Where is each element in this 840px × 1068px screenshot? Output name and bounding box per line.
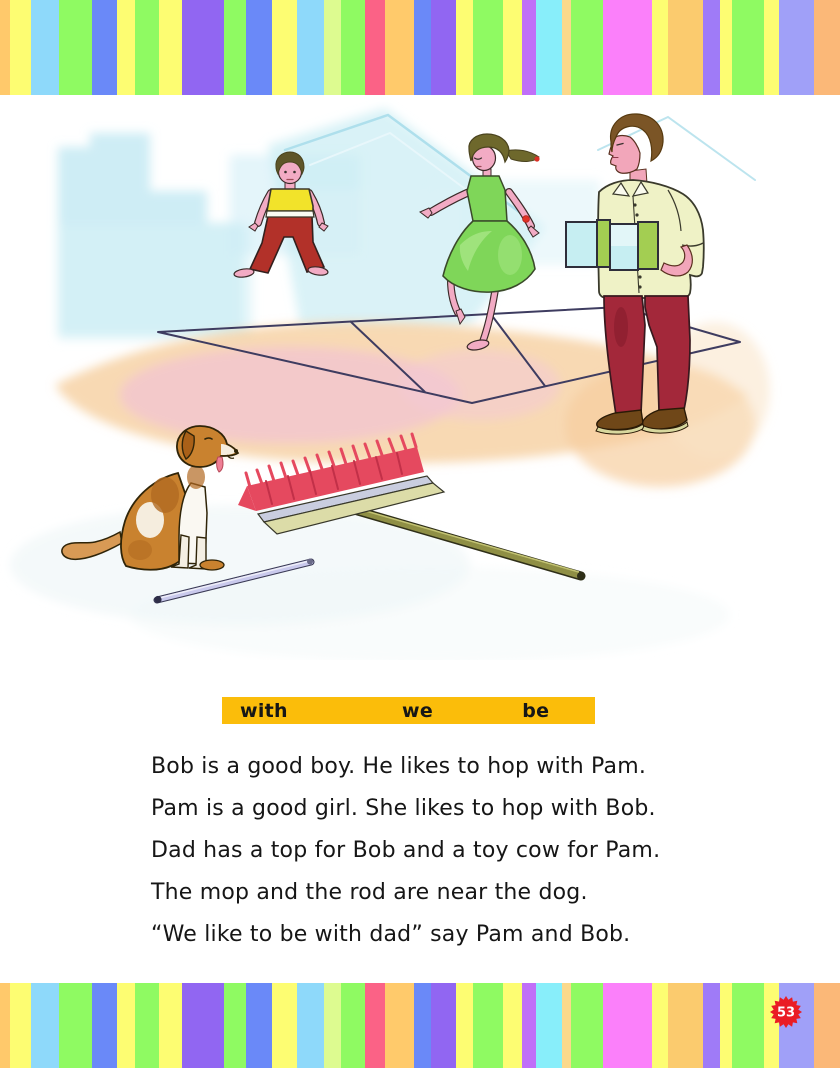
stripe	[732, 0, 763, 95]
stripe	[297, 0, 324, 95]
stripe	[603, 0, 652, 95]
sight-word: be	[522, 699, 550, 722]
stripe	[224, 0, 245, 95]
gift-boxes	[566, 220, 658, 270]
stripe	[135, 983, 159, 1068]
story-line: Pam is a good girl. She likes to hop with Bob.	[151, 796, 656, 821]
stripe	[431, 983, 456, 1068]
story-illustration	[0, 95, 840, 660]
stripe	[31, 0, 58, 95]
page-badge	[769, 995, 803, 1029]
stripe	[182, 983, 225, 1068]
stripe	[522, 983, 536, 1068]
stripe	[703, 0, 720, 95]
stripe	[365, 983, 385, 1068]
stripe	[522, 0, 536, 95]
stripe	[117, 983, 135, 1068]
stripe	[536, 983, 561, 1068]
stripe	[473, 983, 502, 1068]
stripe	[720, 0, 732, 95]
stripe	[182, 0, 225, 95]
stripe	[59, 0, 93, 95]
stripe	[365, 0, 385, 95]
stripe	[0, 983, 10, 1068]
sight-word: with	[240, 699, 288, 722]
stripe	[135, 0, 159, 95]
stripe	[324, 0, 341, 95]
story-line: The mop and the rod are near the dog.	[151, 880, 588, 905]
stripe	[92, 0, 116, 95]
story-text	[151, 746, 771, 956]
stripe	[431, 0, 456, 95]
stripe	[272, 983, 296, 1068]
stripe	[456, 983, 473, 1068]
stripe	[764, 0, 779, 95]
stripe	[571, 983, 604, 1068]
stripe	[385, 0, 414, 95]
stripe	[652, 983, 668, 1068]
stripe	[341, 983, 364, 1068]
sight-word: we	[401, 699, 434, 722]
stripe	[668, 983, 703, 1068]
stripe	[732, 983, 763, 1068]
stripe	[536, 0, 561, 95]
stripe	[272, 0, 296, 95]
stripe	[456, 0, 473, 95]
stripe	[571, 0, 604, 95]
stripe	[246, 983, 272, 1068]
stripe	[503, 983, 522, 1068]
stripe	[652, 0, 668, 95]
stripe	[473, 0, 502, 95]
stripe	[703, 983, 720, 1068]
story-line: Bob is a good boy. He likes to hop with Pam.	[151, 754, 647, 779]
stripe	[117, 0, 135, 95]
stripe	[385, 983, 414, 1068]
stripe	[779, 0, 814, 95]
page-number: 53	[776, 1005, 796, 1021]
stripe	[603, 983, 652, 1068]
stripe	[159, 983, 181, 1068]
stripe	[720, 983, 732, 1068]
stripe	[59, 983, 93, 1068]
background-buildings	[58, 108, 600, 340]
stripe	[562, 0, 571, 95]
stripe	[562, 983, 571, 1068]
top-stripe-band	[0, 0, 840, 95]
stripe	[814, 983, 840, 1068]
stripe	[224, 983, 245, 1068]
stripe	[0, 0, 10, 95]
stripe	[92, 983, 116, 1068]
bottom-stripe-band	[0, 983, 840, 1068]
stripe	[341, 0, 364, 95]
story-line: Dad has a top for Bob and a toy cow for Pam.	[151, 838, 661, 863]
story-line: “We like to be with dad” say Pam and Bob.	[151, 922, 631, 947]
word-strip	[222, 697, 595, 724]
stripe	[10, 983, 31, 1068]
stripe	[297, 983, 324, 1068]
stripe	[324, 983, 341, 1068]
stripe	[668, 0, 703, 95]
stripe	[10, 0, 31, 95]
stripe	[246, 0, 272, 95]
stripe	[814, 0, 840, 95]
stripe	[414, 983, 430, 1068]
stripe	[503, 0, 522, 95]
stripe	[159, 0, 181, 95]
stripe	[31, 983, 58, 1068]
stripe	[414, 0, 430, 95]
